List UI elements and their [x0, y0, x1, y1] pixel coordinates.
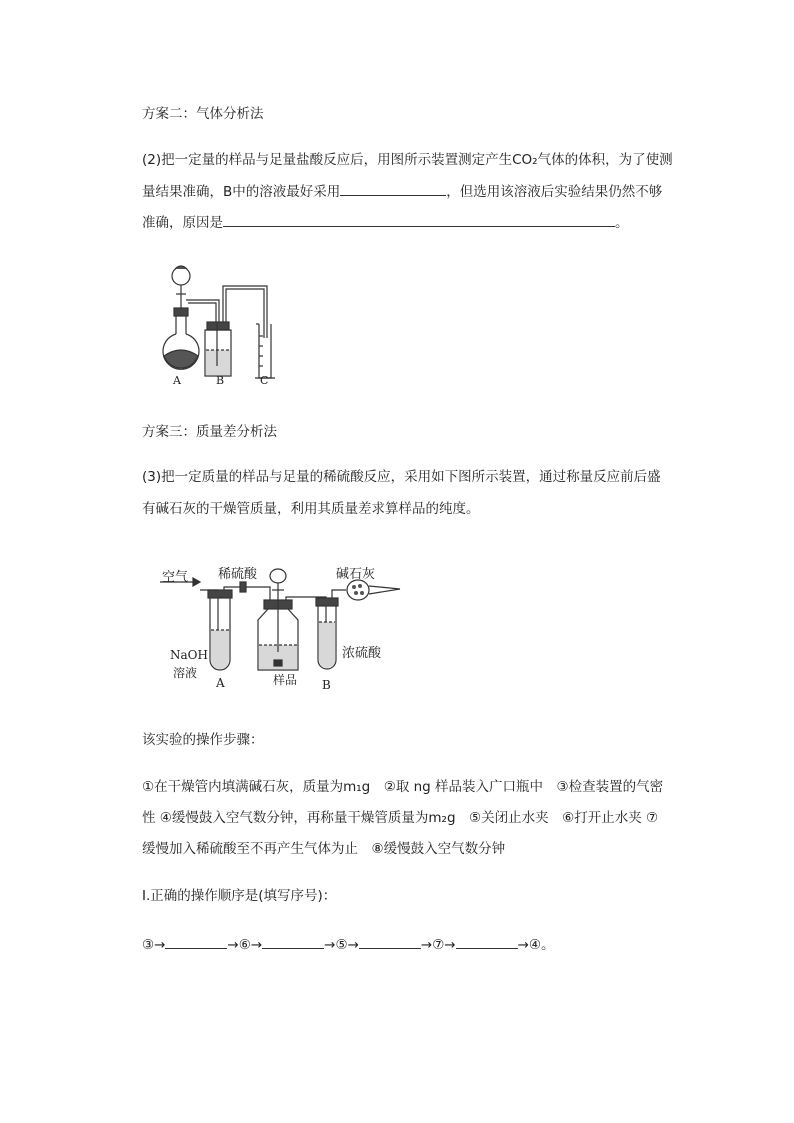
fig2-label-a: A	[216, 676, 225, 690]
fig1-label-c: C	[260, 374, 269, 387]
q2-line2-text-a: 量结果准确，B中的溶液最好采用	[142, 184, 341, 200]
steps-line2: 性 ④缓慢鼓入空气数分钟，再称量干燥管质量为m₂g ⑤关闭止水夹 ⑥打开止水夹 ⑦	[142, 810, 659, 826]
fig2-soda-lime-label: 碱石灰	[336, 567, 376, 582]
fig2-dilute-acid-label: 稀硫酸	[218, 567, 258, 582]
section2-heading: 方案二：气体分析法	[142, 106, 264, 122]
fig2-air-label: 空气	[162, 570, 189, 585]
order-sequence	[142, 934, 555, 955]
order-blank-4[interactable]	[456, 934, 518, 949]
steps-line1: ①在干燥管内填满碱石灰，质量为m₁g ②取 ng 样品装入广口瓶中 ③检查装置的气密	[142, 779, 664, 795]
order-blank-1[interactable]	[165, 934, 227, 949]
q2-line3-text-b: 。	[615, 215, 629, 231]
order-title: Ⅰ.正确的操作顺序是(填写序号)：	[142, 888, 337, 904]
order-blank-3[interactable]	[359, 934, 421, 949]
gas-volume-apparatus-figure	[155, 258, 285, 388]
fig1-label-b: B	[216, 374, 225, 387]
order-seg-2: →⑤→	[324, 937, 359, 953]
steps-title: 该实验的操作步骤：	[142, 732, 264, 748]
order-blank-2[interactable]	[262, 934, 324, 949]
q3-line1: (3)把一定质量的样品与足量的稀硫酸反应，采用如下图所示装置，通过称量反应前后盛	[142, 469, 661, 485]
order-seg-3: →⑦→	[420, 937, 456, 953]
q2-line2-text-b: ，但选用该溶液后实验结果仍然不够	[446, 184, 663, 200]
fig2-sample-label: 样品	[273, 673, 298, 687]
q2-line3	[142, 212, 629, 233]
steps-line3: 缓慢加入稀硫酸至不再产生气体为止 ⑧缓慢鼓入空气数分钟	[142, 841, 506, 857]
q2-line1: (2)把一定量的样品与足量盐酸反应后，用图所示装置测定产生CO₂气体的体积，为了使测	[142, 152, 673, 168]
q2-line2	[142, 181, 662, 202]
order-seg-4: →④。	[517, 937, 555, 953]
q3-line2: 有碱石灰的干燥管质量，利用其质量差求算样品的纯度。	[142, 501, 480, 517]
answer-blank-solution[interactable]	[340, 181, 446, 196]
section3-heading: 方案三：质量差分析法	[142, 424, 277, 440]
answer-blank-reason[interactable]	[223, 212, 615, 227]
fig2-solution-label: 溶液	[173, 666, 198, 680]
order-seg-0: ③→	[142, 937, 166, 953]
fig2-naoh-label: NaOH	[170, 648, 208, 662]
q2-line3-text-a: 准确，原因是	[142, 215, 223, 231]
fig2-conc-acid-label: 浓硫酸	[342, 646, 382, 661]
fig1-label-a: A	[173, 374, 181, 387]
fig2-label-b: B	[322, 678, 331, 692]
order-seg-1: →⑥→	[227, 937, 263, 953]
